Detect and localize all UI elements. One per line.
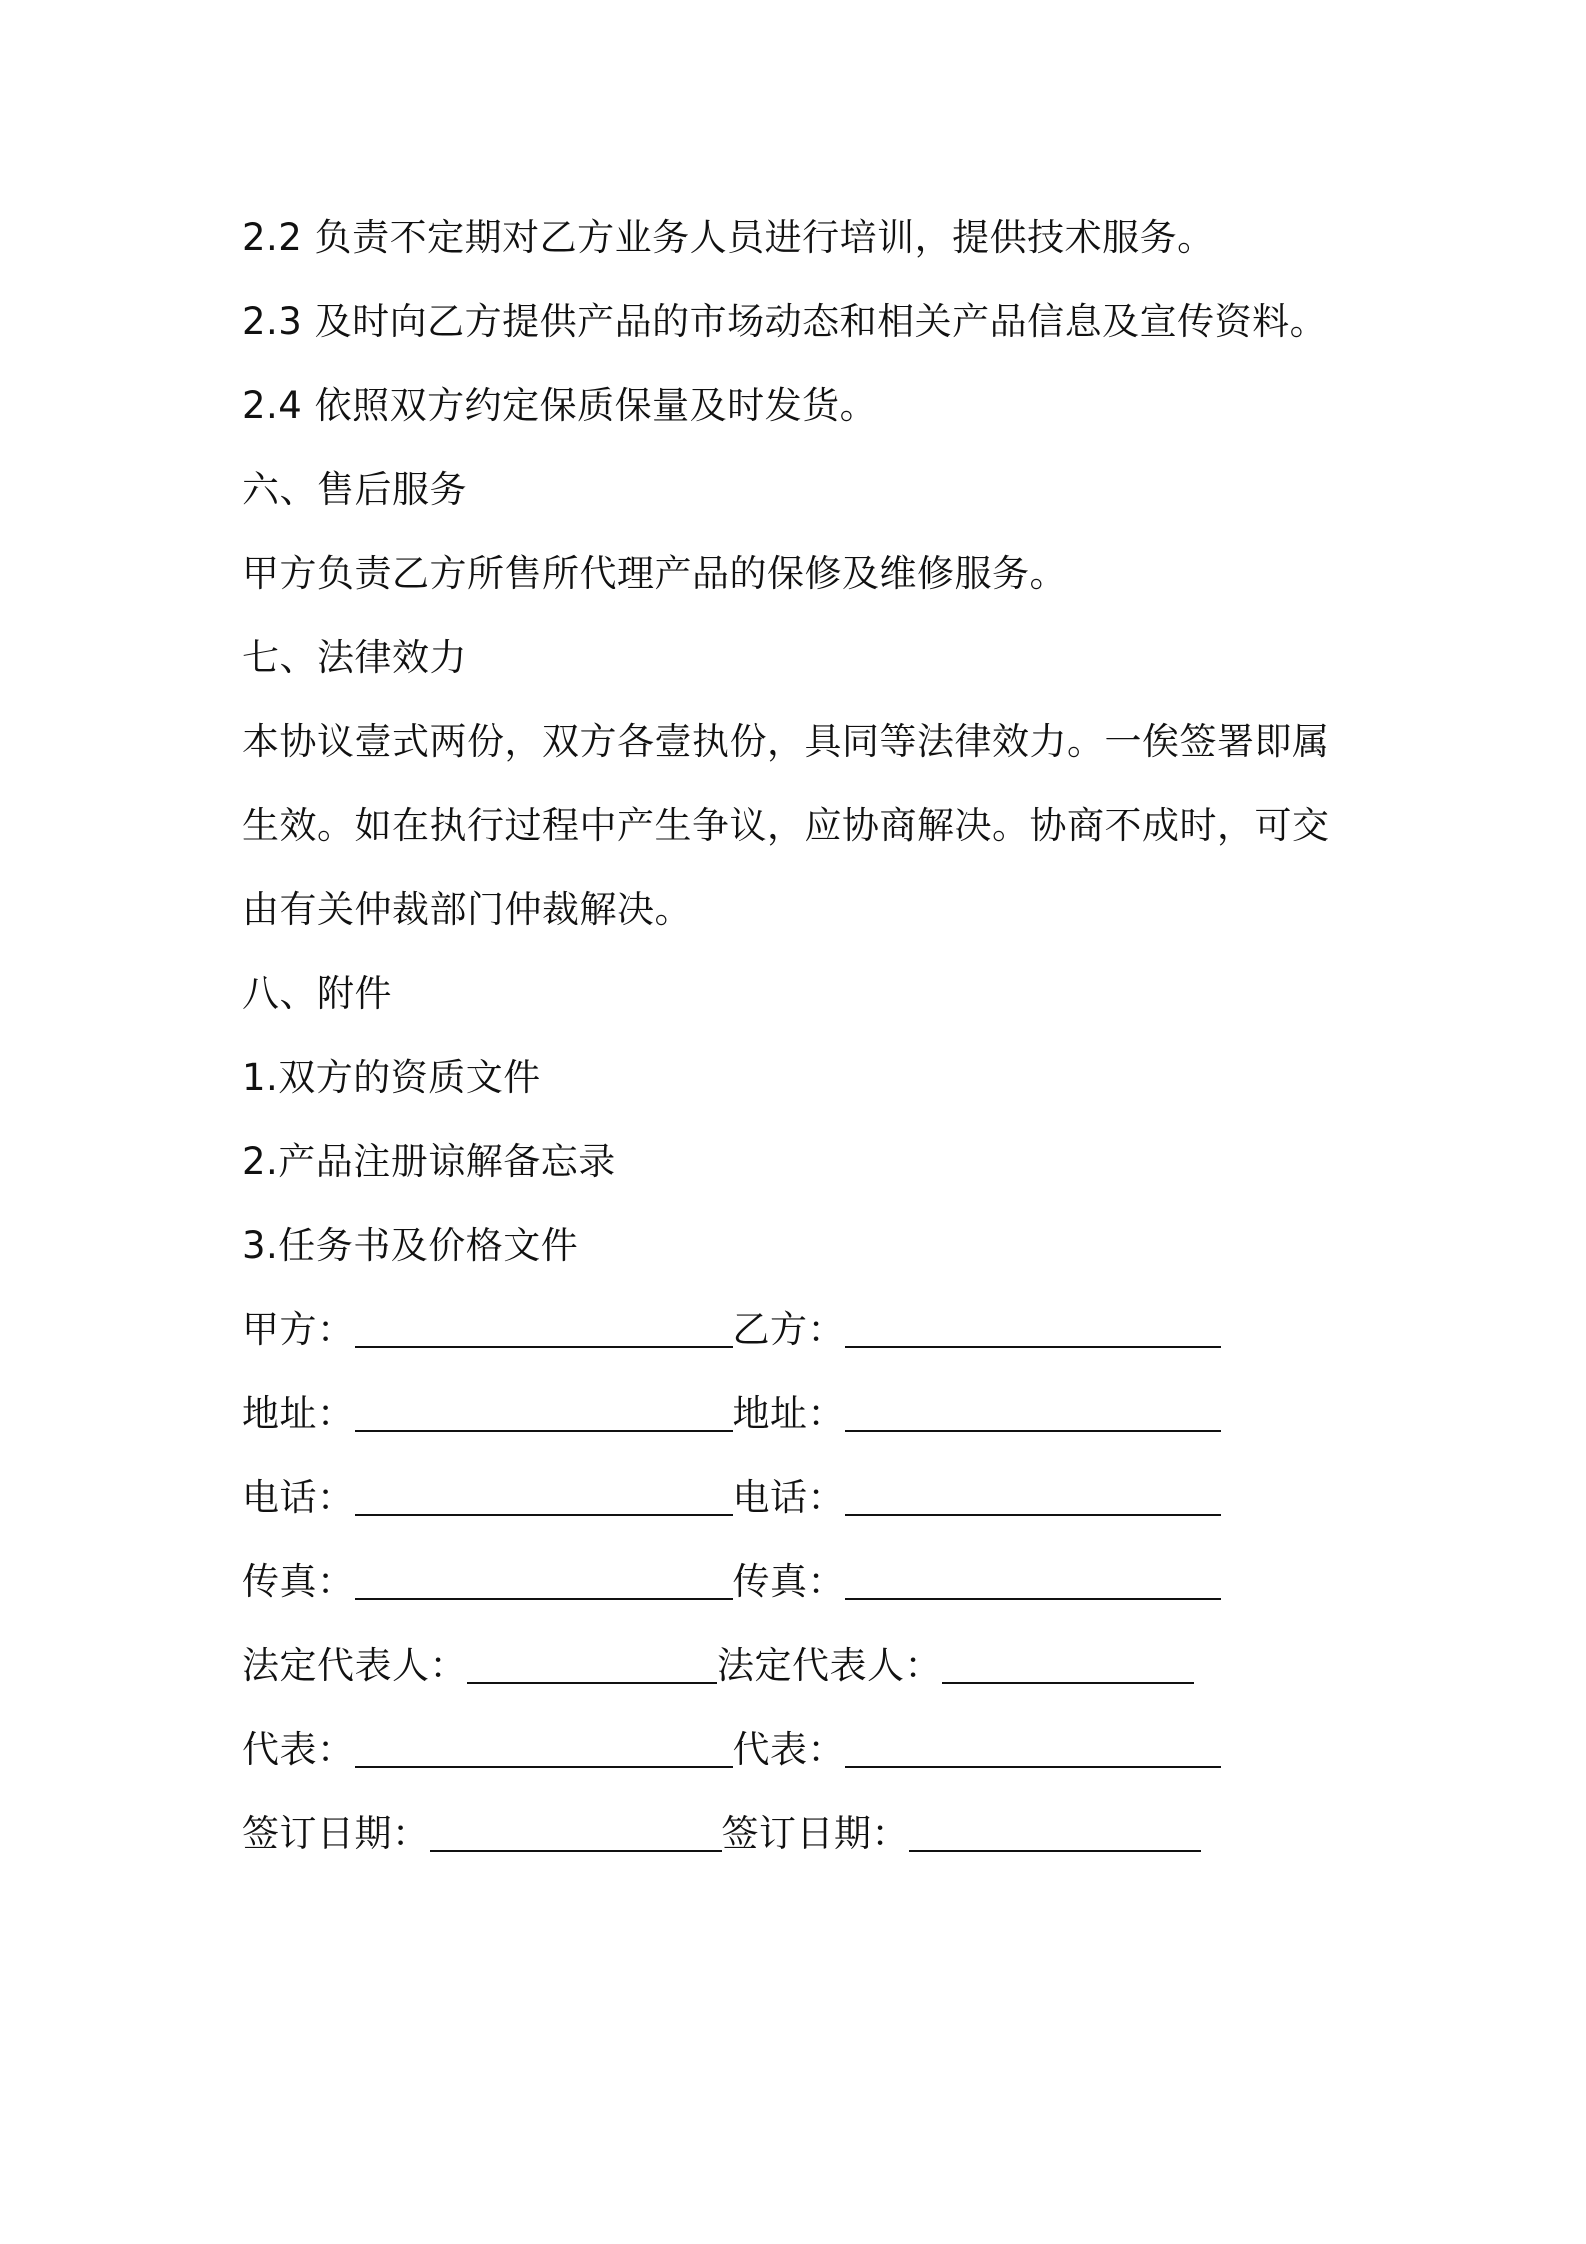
party-a-phone-label: 电话： [242, 1476, 355, 1519]
signature-row-address [242, 1372, 1352, 1456]
party-a-fax-label: 传真： [242, 1560, 355, 1603]
attachment-item: 1.双方的资质文件 [242, 1056, 541, 1099]
clause-2-4: 2.4 依照双方约定保质保量及时发货。 [242, 384, 878, 427]
party-a-address-blank [355, 1390, 733, 1432]
party-b-label: 乙方： [732, 1308, 845, 1351]
party-a-date-blank [430, 1810, 722, 1852]
party-b-date-label: 签订日期： [721, 1812, 909, 1855]
party-b-rep-blank [845, 1726, 1221, 1768]
party-b-fax-label: 传真： [732, 1560, 845, 1603]
party-b-fax-blank [845, 1558, 1221, 1600]
party-a-fax-blank [355, 1558, 733, 1600]
section-7-heading: 七、法律效力 [242, 636, 467, 679]
party-a-legal-rep-blank [467, 1642, 717, 1684]
signature-row-rep [242, 1708, 1352, 1792]
party-a-rep-label: 代表： [242, 1728, 355, 1771]
clause-2-3: 2.3 及时向乙方提供产品的市场动态和相关产品信息及宣传资料。 [242, 300, 1328, 343]
attachment-item: 3.任务书及价格文件 [242, 1224, 579, 1267]
clause-2-2: 2.2 负责不定期对乙方业务人员进行培训，提供技术服务。 [242, 216, 1215, 259]
party-a-legal-rep-label: 法定代表人： [242, 1644, 467, 1687]
party-b-phone-label: 电话： [732, 1476, 845, 1519]
party-b-blank [845, 1306, 1221, 1348]
section-6-heading: 六、售后服务 [242, 468, 467, 511]
signature-row-fax [242, 1540, 1352, 1624]
signature-row-legal-rep [242, 1624, 1352, 1708]
party-b-legal-rep-blank [942, 1642, 1194, 1684]
attachment-item: 2.产品注册谅解备忘录 [242, 1140, 616, 1183]
party-b-address-label: 地址： [732, 1392, 845, 1435]
party-b-address-blank [845, 1390, 1221, 1432]
document-content [242, 196, 1352, 1876]
signature-row-date [242, 1792, 1352, 1876]
section-6-body: 甲方负责乙方所售所代理产品的保修及维修服务。 [242, 552, 1067, 595]
party-a-address-label: 地址： [242, 1392, 355, 1435]
party-a-label: 甲方： [242, 1308, 355, 1351]
party-a-date-label: 签订日期： [242, 1812, 430, 1855]
party-b-legal-rep-label: 法定代表人： [717, 1644, 942, 1687]
party-b-date-blank [909, 1810, 1201, 1852]
party-b-rep-label: 代表： [732, 1728, 845, 1771]
signature-row-party [242, 1288, 1352, 1372]
party-a-blank [355, 1306, 733, 1348]
section-8-heading: 八、附件 [242, 972, 392, 1015]
party-b-phone-blank [845, 1474, 1221, 1516]
party-a-rep-blank [355, 1726, 733, 1768]
party-a-phone-blank [355, 1474, 733, 1516]
signature-row-phone [242, 1456, 1352, 1540]
section-7-body: 本协议壹式两份，双方各壹执份，具同等法律效力。一俟签署即属生效。如在执行过程中产生争议，应协商解决。协商不成时，可交由有关仲裁部门仲裁解决。 [242, 720, 1330, 931]
